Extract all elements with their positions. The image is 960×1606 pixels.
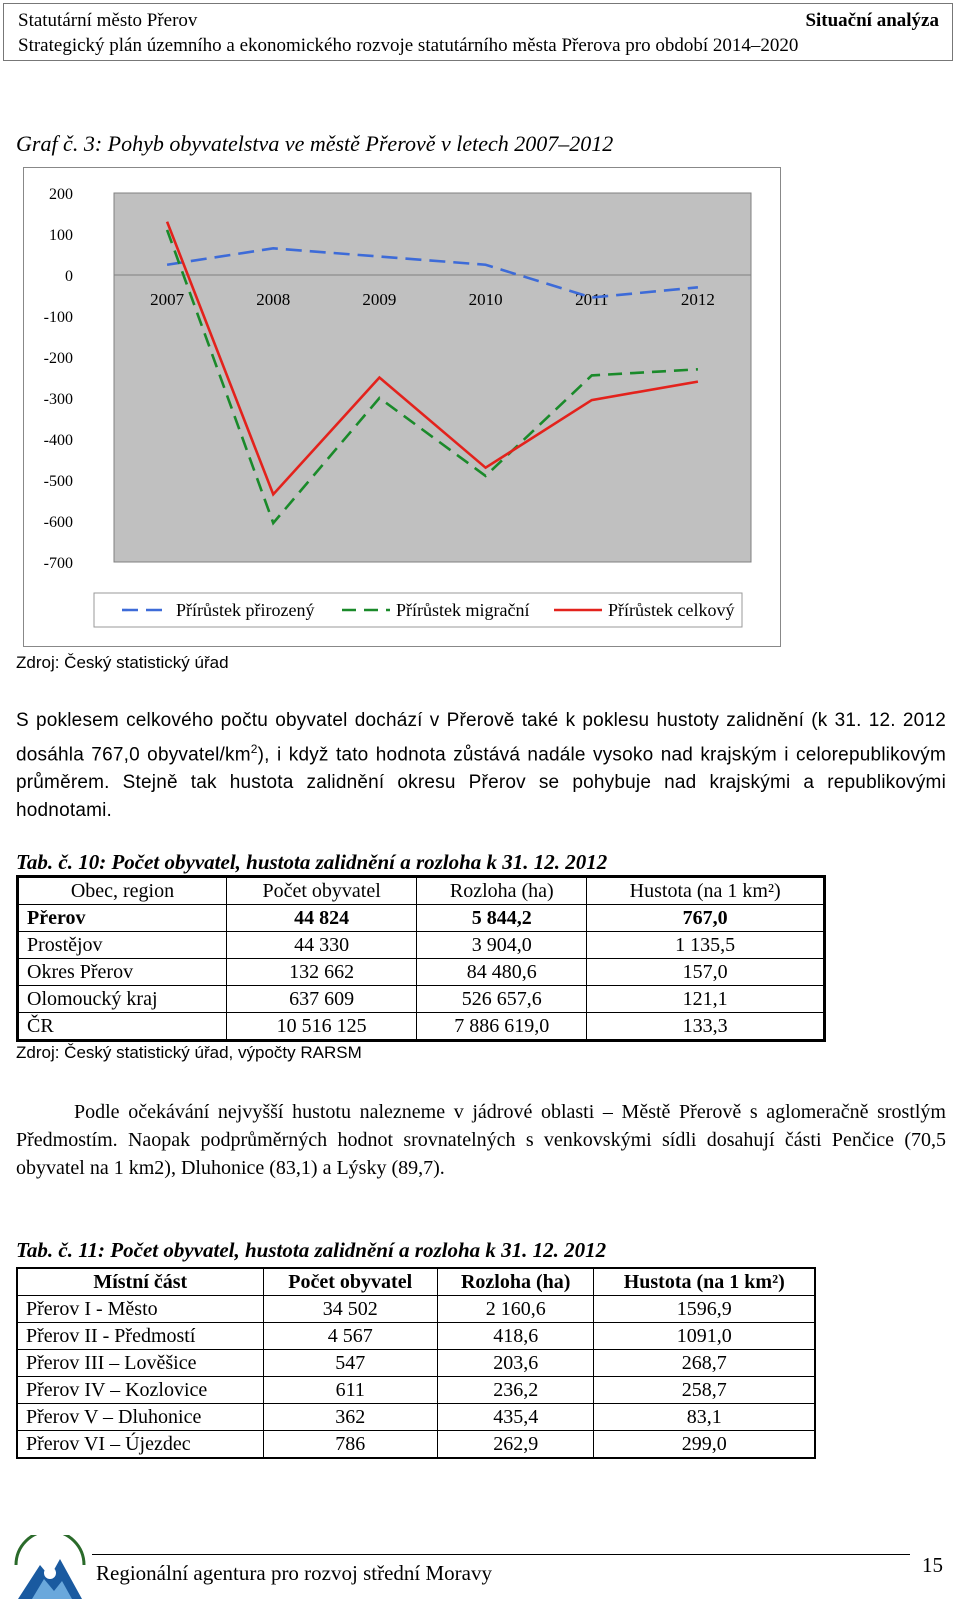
table-cell: 1091,0 — [594, 1323, 815, 1350]
table-cell: 203,6 — [437, 1350, 594, 1377]
header-section: Situační analýza — [805, 10, 939, 31]
y-tick-label: -500 — [43, 473, 73, 490]
table-cell: 786 — [263, 1431, 437, 1459]
y-tick-label: -200 — [43, 350, 73, 367]
x-tick-label: 2009 — [362, 290, 397, 309]
table-cell: 435,4 — [437, 1404, 594, 1431]
table-cell: Přerov II - Předmostí — [17, 1323, 263, 1350]
y-tick-label: -300 — [43, 391, 73, 408]
y-tick-label: 0 — [65, 268, 73, 285]
header-document-title: Strategický plán územního a ekonomického rozvoje statutárního města Přerova pro období 2014–2020 — [18, 35, 799, 56]
table-cell: 299,0 — [594, 1431, 815, 1459]
table-cell: 637 609 — [226, 986, 416, 1013]
table-row — [17, 1404, 815, 1431]
table-cell: Přerov — [18, 905, 227, 932]
table-cell: Přerov III – Lověšice — [17, 1350, 263, 1377]
table1-title: Tab. č. 10: Počet obyvatel, hustota zalidnění a rozloha k 31. 12. 2012 — [16, 850, 608, 874]
y-tick-label: -400 — [43, 432, 73, 449]
chart-source: Zdroj: Český statistický úřad — [16, 653, 229, 672]
paragraph-density: S poklesem celkového počtu obyvatel dochází v Přerově také k poklesu hustoty zalidnění (k 31. 12. 2012 dosáhla 767,0 obyvatel/$km^2$), i když tato hodnota zůstává nadále vysoko nad krajským i celorepublikovým průměrem. Stejně tak hustota zalidnění okresu Přerov se pohybuje nad krajskými a republikovými hodnotami. — [16, 710, 946, 822]
chart-frame — [23, 167, 781, 647]
table-row — [17, 1350, 815, 1377]
paragraph-parts: Podle očekávání nejvyšší hustotu nalezneme v jádrové oblasti – Městě Přerově s aglomeračně srostlým Předmostím. Naopak podprůměrných hodnot srovnatelných s venkovskými sídli dosahují části Penčice (70,5 obyvatel na 1 km2), Dluhonice (83,1) a Lýsky (89,7). — [16, 1101, 946, 1179]
table-cell: 10 516 125 — [226, 1013, 416, 1041]
table-row — [18, 986, 825, 1013]
table-cell: ČR — [18, 1013, 227, 1041]
table-cell: 3 904,0 — [417, 932, 587, 959]
table-cell: 4 567 — [263, 1323, 437, 1350]
table-cell: Okres Přerov — [18, 959, 227, 986]
table-cell: Přerov IV – Kozlovice — [17, 1377, 263, 1404]
footer-organization: Regionální agentura pro rozvoj střední Moravy — [96, 1561, 492, 1585]
graph-title: Graf č. 3: Pohyb obyvatelstva ve městě Přerově v letech 2007–2012 — [16, 131, 614, 156]
table-cell: 1 135,5 — [587, 932, 825, 959]
column-header: Obec, region — [18, 877, 227, 905]
column-header: Hustota (na 1 km²) — [587, 877, 825, 905]
table-cell: Přerov I - Město — [17, 1296, 263, 1323]
table-cell: Přerov VI – Újezdec — [17, 1431, 263, 1459]
page-number: 15 — [922, 1553, 943, 1577]
line-chart — [24, 168, 782, 648]
footer-divider — [92, 1554, 910, 1555]
table-header-row — [17, 1268, 815, 1296]
y-tick-label: -100 — [43, 309, 73, 326]
table-cell: 83,1 — [594, 1404, 815, 1431]
column-header: Rozloha (ha) — [437, 1268, 594, 1296]
table-cell: Prostějov — [18, 932, 227, 959]
table-cell: 262,9 — [437, 1431, 594, 1459]
column-header: Počet obyvatel — [226, 877, 416, 905]
table-row — [17, 1431, 815, 1459]
table-cell: 157,0 — [587, 959, 825, 986]
population-table — [16, 875, 826, 1042]
rarsm-logo — [10, 1535, 90, 1601]
table-row — [17, 1323, 815, 1350]
legend-label: Přírůstek přirozený — [176, 600, 315, 620]
table-row — [18, 905, 825, 932]
column-header: Místní část — [17, 1268, 263, 1296]
column-header: Rozloha (ha) — [417, 877, 587, 905]
table-cell: 268,7 — [594, 1350, 815, 1377]
table2-title: Tab. č. 11: Počet obyvatel, hustota zalidnění a rozloha k 31. 12. 2012 — [16, 1238, 607, 1262]
y-tick-label: -600 — [43, 514, 73, 531]
table-cell: 133,3 — [587, 1013, 825, 1041]
table-cell: 526 657,6 — [417, 986, 587, 1013]
table-cell: 611 — [263, 1377, 437, 1404]
table-cell: 121,1 — [587, 986, 825, 1013]
column-header: Počet obyvatel — [263, 1268, 437, 1296]
table-cell: 5 844,2 — [417, 905, 587, 932]
table-cell: 767,0 — [587, 905, 825, 932]
table-cell: 34 502 — [263, 1296, 437, 1323]
table-cell: 547 — [263, 1350, 437, 1377]
y-tick-label: 200 — [49, 186, 73, 203]
x-tick-label: 2007 — [150, 290, 185, 309]
table-cell: 132 662 — [226, 959, 416, 986]
table-cell: 362 — [263, 1404, 437, 1431]
legend-label: Přírůstek migrační — [396, 600, 530, 620]
city-parts-table — [16, 1267, 816, 1459]
y-tick-label: 100 — [49, 227, 73, 244]
plot-area — [114, 193, 751, 562]
x-tick-label: 2011 — [575, 290, 609, 309]
header-city: Statutární město Přerov — [18, 10, 198, 31]
table-cell: 2 160,6 — [437, 1296, 594, 1323]
x-tick-label: 2010 — [468, 290, 503, 309]
table-cell: 84 480,6 — [417, 959, 587, 986]
x-tick-label: 2012 — [680, 290, 715, 309]
table-cell: 44 330 — [226, 932, 416, 959]
column-header: Hustota (na 1 km²) — [594, 1268, 815, 1296]
table-header-row — [18, 877, 825, 905]
table-cell: 44 824 — [226, 905, 416, 932]
y-tick-label: -700 — [43, 555, 73, 572]
x-tick-label: 2008 — [256, 290, 291, 309]
table-cell: 236,2 — [437, 1377, 594, 1404]
table-cell: 7 886 619,0 — [417, 1013, 587, 1041]
table-row — [18, 932, 825, 959]
table-cell: 418,6 — [437, 1323, 594, 1350]
table-cell: 258,7 — [594, 1377, 815, 1404]
table-cell: Přerov V – Dluhonice — [17, 1404, 263, 1431]
page-header — [3, 3, 953, 61]
table1-source: Zdroj: Český statistický úřad, výpočty RARSM — [16, 1043, 362, 1062]
table-row — [17, 1377, 815, 1404]
table-row — [18, 1013, 825, 1041]
table-cell: 1596,9 — [594, 1296, 815, 1323]
table-row — [18, 959, 825, 986]
legend-label: Přírůstek celkový — [608, 600, 735, 620]
table-row — [17, 1296, 815, 1323]
table-cell: Olomoucký kraj — [18, 986, 227, 1013]
